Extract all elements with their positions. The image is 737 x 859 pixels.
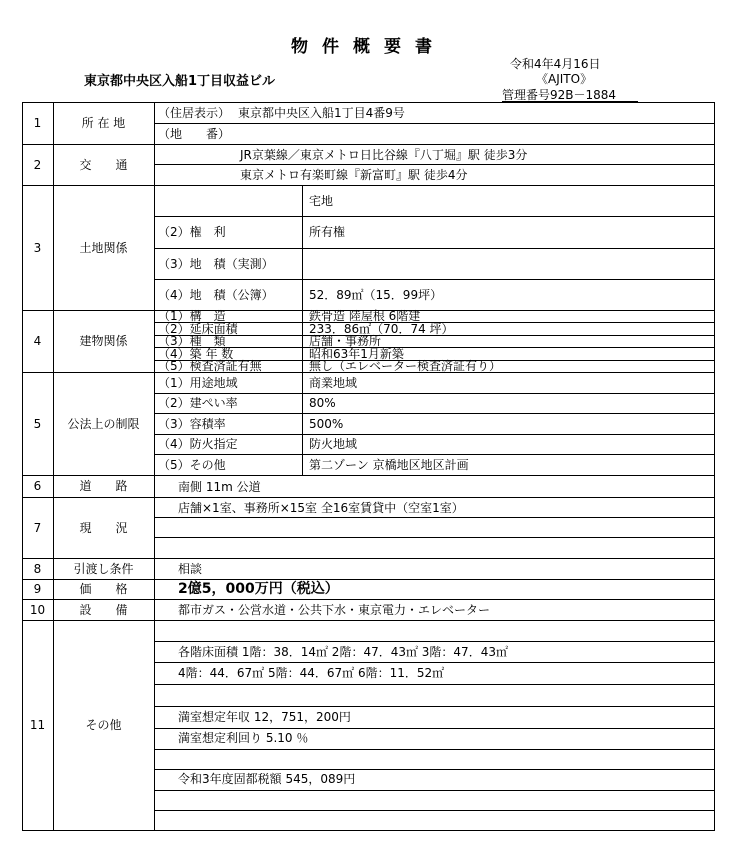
table-hline	[154, 279, 715, 280]
other-line: 4階：44．67㎡ 5階：44．67㎡ 6階：11．52㎡	[178, 666, 445, 680]
other-line: 令和3年度固都税額 545，089円	[178, 772, 356, 786]
row-label: 建物関係	[79, 334, 128, 348]
building-item-value: 昭和63年1月新築	[309, 347, 404, 361]
row-label: 交 通	[79, 158, 128, 172]
land-item-key: （3）地 積（実測）	[158, 257, 274, 271]
table-vline	[302, 185, 303, 311]
property-name: 東京都中央区入船1丁目収益ビル	[84, 74, 276, 89]
row-label: 土地関係	[79, 241, 128, 255]
status-value: 店舗×1室、事務所×15室 全16室賃貸中（空室1室）	[178, 501, 464, 515]
table-hline	[22, 558, 715, 559]
land-item-key: （4）地 積（公簿）	[158, 288, 274, 302]
row-number: 5	[33, 417, 42, 431]
land-item-value: 所有権	[309, 225, 346, 239]
table-hline	[154, 517, 715, 518]
row-number: 11	[29, 718, 46, 732]
table-vline	[154, 102, 155, 831]
table-hline	[154, 769, 715, 770]
building-item-value: 店舗・事務所	[309, 334, 382, 348]
land-item-key: （2）権 利	[158, 225, 226, 239]
table-hline	[154, 641, 715, 642]
document-title: 物件概要書	[291, 37, 446, 57]
building-item-value: 鉄骨造 陸屋根 6階建	[309, 309, 421, 323]
row-label: 公法上の制限	[67, 417, 140, 431]
table-hline	[22, 185, 715, 186]
row-number: 3	[33, 241, 42, 255]
table-hline	[154, 347, 715, 348]
table-hline	[154, 413, 715, 414]
land-item-value: 宅地	[309, 194, 334, 208]
row-label: その他	[85, 718, 122, 732]
row-label: 設 備	[79, 603, 128, 617]
table-hline	[22, 144, 715, 145]
zoning-item-key: （4）防火指定	[158, 437, 238, 451]
building-item-key: （2）延床面積	[158, 322, 238, 336]
table-hline	[154, 216, 715, 217]
table-hline	[154, 434, 715, 435]
table-hline	[154, 706, 715, 707]
company-name: 《AJITO》	[536, 72, 593, 86]
zoning-item-value: 第二ゾーン 京橋地区地区計画	[309, 458, 469, 472]
table-hline	[154, 749, 715, 750]
table-hline	[154, 393, 715, 394]
zoning-item-key: （3）容積率	[158, 417, 226, 431]
table-hline	[154, 164, 715, 165]
row-label: 道 路	[79, 479, 128, 493]
zoning-item-value: 防火地域	[309, 437, 358, 451]
address-type-label: （住居表示）	[158, 106, 231, 120]
address-value: 東京都中央区入船1丁目4番9号	[238, 106, 405, 120]
row-number: 6	[33, 479, 42, 493]
building-item-value: 233．86㎡（70．74 坪）	[309, 322, 454, 336]
other-line: 満室想定年収 12，751，200円	[178, 710, 351, 724]
row-label: 現 況	[79, 521, 128, 535]
issue-date: 令和4年4月16日	[510, 57, 601, 71]
building-item-key: （3）種 類	[158, 334, 226, 348]
table-hline	[22, 599, 715, 600]
zoning-item-value: 80%	[309, 396, 336, 410]
row-label: 所 在 地	[81, 116, 126, 130]
zoning-item-value: 500%	[309, 417, 344, 431]
table-vline	[714, 102, 715, 831]
road-value: 南側 11m 公道	[178, 480, 261, 494]
zoning-item-key: （5）その他	[158, 458, 226, 472]
price-value: 2億5，000万円（税込）	[178, 581, 339, 597]
zoning-item-value: 商業地域	[309, 376, 358, 390]
table-hline	[154, 454, 715, 455]
building-item-key: （5）検査済証有無	[158, 359, 262, 373]
building-item-key: （4）築 年 数	[158, 347, 234, 361]
table-hline	[154, 123, 715, 124]
table-hline	[22, 579, 715, 580]
transport-line-2: 東京メトロ有楽町線『新富町』駅 徒歩4分	[240, 168, 468, 182]
row-number: 8	[33, 562, 42, 576]
table-hline	[154, 662, 715, 663]
table-hline	[22, 497, 715, 498]
handover-value: 相談	[178, 562, 203, 576]
summary-table	[22, 102, 714, 830]
zoning-item-key: （2）建ぺい率	[158, 396, 238, 410]
table-hline	[22, 475, 715, 476]
table-hline	[154, 537, 715, 538]
management-number: 管理番号92B－1884	[502, 88, 617, 102]
row-number: 10	[29, 603, 46, 617]
row-number: 1	[33, 116, 42, 130]
table-hline	[22, 620, 715, 621]
table-hline	[154, 810, 715, 811]
other-line: 満室想定利回り 5.10 ％	[178, 731, 309, 745]
lot-number-label: （地 番）	[158, 127, 231, 141]
table-hline	[154, 248, 715, 249]
row-label: 引渡し条件	[73, 562, 134, 576]
row-label: 価 格	[79, 582, 128, 596]
zoning-item-key: （1）用途地域	[158, 376, 238, 390]
table-hline	[22, 102, 715, 103]
land-item-value: 52．89㎡（15．99坪）	[309, 288, 443, 302]
table-hline	[154, 728, 715, 729]
row-number: 2	[33, 158, 42, 172]
row-number: 7	[33, 521, 42, 535]
table-hline	[22, 830, 715, 831]
equipment-value: 都市ガス・公営水道・公共下水・東京電力・エレベーター	[178, 603, 491, 617]
table-hline	[154, 790, 715, 791]
transport-line-1: JR京葉線／東京メトロ日比谷線『八丁堀』駅 徒歩3分	[240, 148, 528, 162]
other-line: 各階床面積 1階：38．14㎡ 2階：47．43㎡ 3階：47．43㎡	[178, 645, 508, 659]
table-vline	[302, 310, 303, 373]
row-number: 9	[33, 582, 42, 596]
building-item-key: （1）構 造	[158, 309, 226, 323]
building-item-value: 無し（エレベーター検査済証有り）	[309, 359, 502, 373]
table-vline	[302, 372, 303, 476]
row-number: 4	[33, 334, 42, 348]
table-hline	[154, 684, 715, 685]
